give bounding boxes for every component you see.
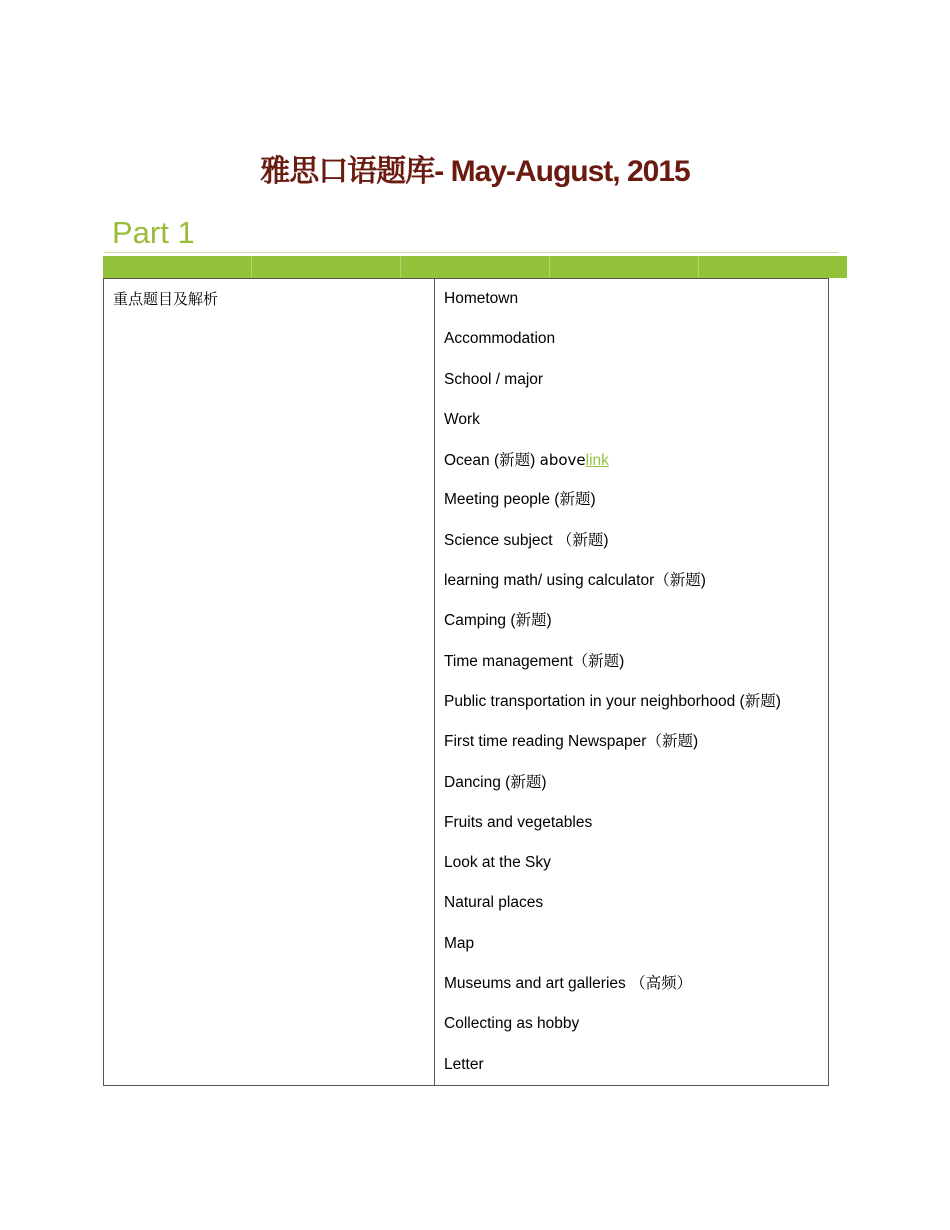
topic-item: Public transportation in your neighborhood (新题) [444,692,781,710]
header-segment [401,256,550,278]
topic-item: Hometown [444,290,519,307]
topics-table [103,278,829,1086]
header-segment [252,256,401,278]
topic-item: Accommodation [444,330,556,348]
topic-item: Meeting people (新题) [444,491,596,509]
topic-item-ocean [444,449,828,489]
table-header-bar [103,256,847,278]
section-heading: Part 1 [112,215,195,250]
topic-link[interactable]: link [585,452,609,470]
topics-list [435,279,828,1085]
category-cell: 重点题目及解析 [104,279,435,1085]
topic-item: First time reading Newspaper（新题) [444,733,699,751]
topic-item: Time management（新题) [444,652,625,670]
topic-item: Map [444,934,475,952]
document-title: 雅思口语题库- May-August, 2015 [260,155,690,188]
header-segment [103,256,252,278]
topic-item: Work [444,410,480,428]
topic-item: Look at the Sky [444,854,551,872]
topic-item: Camping (新题) [444,612,552,630]
topic-item: Museums and art galleries （高频） [444,975,693,993]
topic-item: School / major [444,370,544,388]
topic-item: Fruits and vegetables [444,813,593,831]
topic-item: Letter [444,1055,484,1073]
topic-item: Science subject （新题) [444,531,609,549]
topic-item: Collecting as hobby [444,1015,580,1033]
topic-item: Natural places [444,894,544,912]
heading-divider [104,252,838,253]
header-segment [699,256,847,278]
topic-item: Dancing (新题) [444,773,547,791]
topic-suffix: above [539,451,586,470]
topic-item: learning math/ using calculator（新题) [444,572,706,590]
topic-label: Ocean (新题) [444,452,536,470]
header-segment [550,256,699,278]
